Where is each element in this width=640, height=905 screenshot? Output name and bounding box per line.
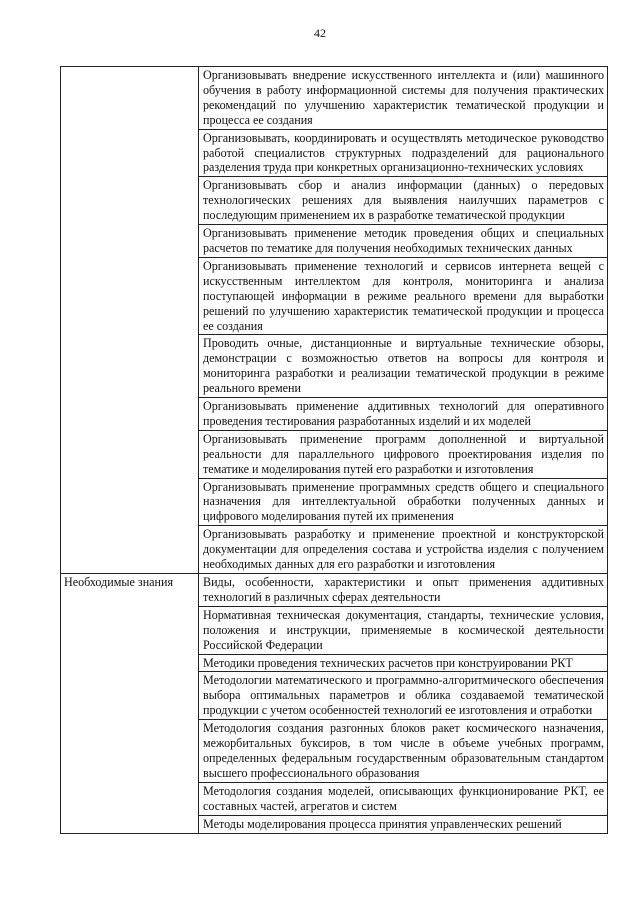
row-description-cell: Проводить очные, дистанционные и виртуальные технические обзоры, демонстрации с возможностью ответов на вопросы для контроля и мониторинга разработки и реализации тематической продукции в режиме реального времени: [199, 335, 608, 398]
row-description-cell: Методы моделирования процесса принятия управленческих решений: [199, 815, 608, 833]
row-description-cell: Методология создания разгонных блоков ракет космического назначения, межорбитальных буксиров, в том числе в объеме учебных программ, определенных федеральным государственным образовательным стандартом высшего профессионального образования: [199, 720, 608, 783]
table-row: [61, 67, 608, 130]
table-row: [61, 574, 608, 607]
row-category-cell: [61, 67, 199, 574]
row-description-cell: Виды, особенности, характеристики и опыт применения аддитивных технологий в различных сферах деятельности: [199, 574, 608, 607]
row-description-cell: Организовывать сбор и анализ информации (данных) о передовых технологических решениях для выявления наилучших параметров с последующим применением их в разработке тематической продукции: [199, 177, 608, 225]
document-table: [60, 66, 608, 834]
row-description-cell: Организовывать, координировать и осуществлять методическое руководство работой специалистов структурных подразделений для рационального разделения труда при конкретных организационно-технических условиях: [199, 129, 608, 177]
page-number: 42: [314, 26, 326, 40]
row-description-cell: Организовывать применение аддитивных технологий для оперативного проведения тестирования разработанных изделий и их моделей: [199, 398, 608, 431]
row-description-cell: Нормативная техническая документация, стандарты, технические условия, положения и инструкции, применяемые в космической деятельности Российской Федерации: [199, 606, 608, 654]
row-description-cell: Организовывать применение программных средств общего и специального назначения для интеллектуальной обработки полученных данных и цифрового моделирования путей их применения: [199, 478, 608, 526]
row-description-cell: Организовывать внедрение искусственного интеллекта и (или) машинного обучения в работу информационной системы для получения практических рекомендаций по улучшению характеристик тематической продукции и процесса ее создания: [199, 67, 608, 130]
row-description-cell: Организовывать применение методик проведения общих и специальных расчетов по тематике для получения необходимых технических данных: [199, 225, 608, 258]
row-category-cell: Необходимые знания: [61, 574, 199, 834]
row-description-cell: Методология создания моделей, описывающих функционирование РКТ, ее составных частей, агрегатов и систем: [199, 782, 608, 815]
table-body: [61, 67, 608, 834]
row-description-cell: Организовывать применение программ дополненной и виртуальной реальности для параллельного цифрового проектирования изделия по тематике и моделирования путей его разработки и изготовления: [199, 430, 608, 478]
row-description-cell: Методики проведения технических расчетов при конструировании РКТ: [199, 654, 608, 672]
row-description-cell: Методологии математического и программно-алгоритмического обеспечения выбора оптимальных параметров и облика создаваемой тематической продукции с учетом особенностей технологий ее изготовления и отработки: [199, 672, 608, 720]
row-description-cell: Организовывать применение технологий и сервисов интернета вещей с искусственным интеллектом для контроля, мониторинга и анализа поступающей информации в режиме реального времени для выработки решений по улучшению характеристик тематической продукции и процесса ее создания: [199, 257, 608, 335]
row-description-cell: Организовывать разработку и применение проектной и конструкторской документации для определения состава и устройства изделия с получением необходимых данных для его разработки и изготовления: [199, 526, 608, 574]
